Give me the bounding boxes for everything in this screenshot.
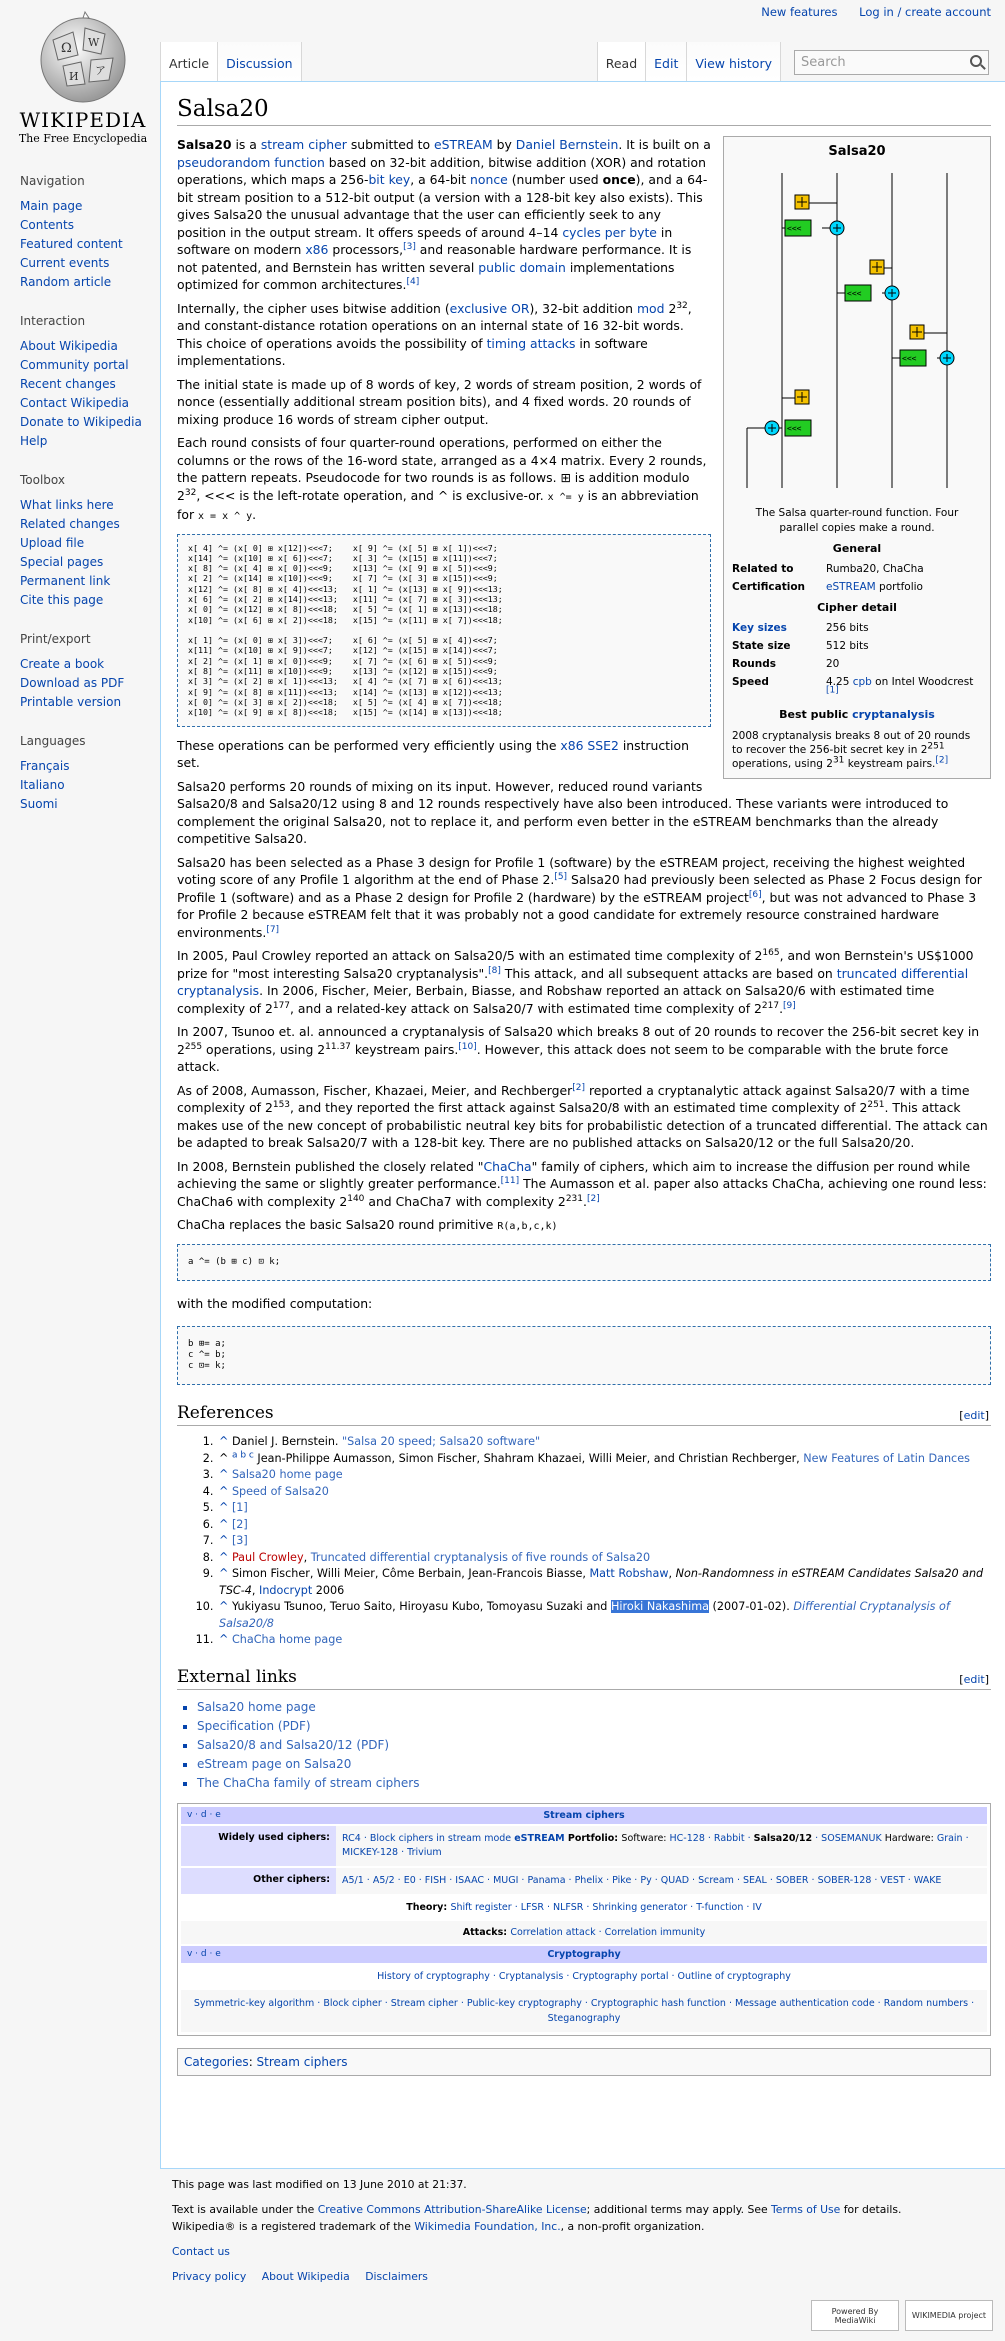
edit-section-link[interactable]: edit: [963, 1409, 985, 1423]
diagram-caption: The Salsa quarter-round function. Four parallel copies make a round.: [755, 507, 959, 534]
ext-link[interactable]: Salsa20/8 and Salsa20/12 (PDF): [197, 1737, 390, 1752]
portal-interaction: [20, 314, 160, 451]
sidebar-item-permanent[interactable]: Permanent link: [20, 574, 111, 588]
svg-text:ア: ア: [95, 64, 106, 77]
list-item: 1. ^ Daniel J. Bernstein. "Salsa 20 speed; Salsa20 software": [217, 1434, 991, 1451]
link-sse2[interactable]: x86 SSE2: [560, 737, 619, 753]
list-item: [217, 1484, 991, 1501]
link-xor[interactable]: exclusive OR: [449, 300, 530, 316]
estream-link[interactable]: eSTREAM: [826, 581, 876, 593]
privacy-link[interactable]: Privacy policy: [172, 2270, 247, 2283]
list-item: 8. ^ Paul Crowley, Truncated differential cryptanalysis of five rounds of Salsa20: [217, 1550, 991, 1567]
ref-link[interactable]: [2]: [935, 755, 949, 766]
infobox-heading-detail: Cipher detail: [817, 601, 897, 614]
nav-links[interactable]: · SOSEMANUK: [812, 1832, 882, 1844]
lang-fr[interactable]: Français: [20, 759, 70, 773]
value-related: Rumba20, ChaCha: [826, 563, 924, 575]
search-placeholder: Search: [801, 55, 846, 70]
group-label: Attacks:: [462, 1926, 508, 1938]
footer-badges: [805, 2300, 993, 2331]
ref-ext-link[interactable]: Truncated differential cryptanalysis of five rounds of Salsa20: [310, 1550, 651, 1564]
sidebar-item-create-book[interactable]: Create a book: [20, 657, 105, 671]
sidebar-item-help[interactable]: Help: [20, 434, 48, 448]
ref-ext-link[interactable]: "Salsa 20 speed; Salsa20 software": [342, 1435, 541, 1449]
categories-link[interactable]: Categories: [184, 2054, 249, 2069]
cert-suffix: portfolio: [875, 581, 923, 593]
lang-fi[interactable]: Suomi: [20, 797, 58, 811]
sidebar-item-upload[interactable]: Upload file: [20, 536, 85, 550]
mediawiki-badge[interactable]: Powered By MediaWiki: [811, 2300, 899, 2331]
link-stream-cipher[interactable]: stream cipher: [260, 137, 347, 152]
paragraph-internals: Internally, the cipher uses bitwise addition (exclusive OR), 32-bit addition mod $2^{32}$, and constant-distance rotation operations on an internal state of 16 32-bit words. This choice of operations avoids the possibility of timing attacks in software implementations.: [177, 300, 692, 368]
about-link[interactable]: About Wikipedia: [261, 2270, 350, 2283]
rot-label: <<<: [902, 354, 917, 363]
paragraph-rounds: Each round consists of four quarter-round operations, performed on either the columns or the rows of the 16-word state, arranged as a 4×4 matrix. Every 2 rounds, the pattern repeats. Pseudocode for two rounds is as follows. ⊞ is addition modulo $2^{32}$, <<< is the left-rotate operation, and ^ is exclusive-or. x ^= y is an abbreviation for x = x ^ y.: [177, 435, 707, 522]
tab-edit[interactable]: Edit: [646, 42, 687, 81]
ext-link[interactable]: Specification (PDF): [197, 1718, 311, 1733]
ref-link[interactable]: [6]: [748, 889, 762, 900]
quarter-round-diagram[interactable]: [742, 168, 972, 498]
code-chacha-primitive: b ⊞= a; c ^= b; c ⊡= k;: [177, 1326, 991, 1385]
terms-link[interactable]: Terms of Use: [771, 2203, 841, 2216]
link-prf[interactable]: pseudorandom function: [177, 154, 325, 170]
article-content: [160, 81, 1005, 2169]
nav-links[interactable]: A5/1 · A5/2 · E0 · FISH · ISAAC · MUGI · Panama · Phelix · Pike · Py · QUAD · Scream · SEAL · SOBER · SOBER-128 · VEST · WAKE: [342, 1874, 942, 1886]
ext-link[interactable]: eStream page on Salsa20: [197, 1756, 352, 1771]
list-item: 9. ^ Simon Fischer, Willi Meier, Côme Berbain, Jean-Francois Biasse, Matt Robshaw, Non-Randomness in eSTREAM Candidates Salsa20 and TSC-4, Indocrypt 2006: [217, 1566, 991, 1599]
backlink[interactable]: ^: [219, 1600, 232, 1614]
ref-link[interactable]: [10]: [458, 1041, 477, 1052]
ref-link[interactable]: [4]: [406, 276, 420, 287]
nav-links[interactable]: Symmetric-key algorithm · Block cipher · Stream cipher · Public-key cryptography · Cryptographic hash function · Message authentication code · Random numbers · Steganography: [193, 1997, 975, 2024]
paragraph-intro: Salsa20 is a stream cipher submitted to eSTREAM by Daniel Bernstein. It is built on a pseudorandom function based on 32-bit addition, bitwise addition (XOR) and rotation operations, which maps a 256-bit key, a 64-bit nonce (number used once), and a 64-bit stream position to a 512-bit output (a version with a 128-bit key also exists). This gives Salsa20 the unusual advantage that the user can efficiently seek to any position in the output stream. It offers speeds of around 4–14 cycles per byte in software on modern x86 processors,[3] and reasonable hardware performance. It is not patented, and Bernstein has written several public domain implementations optimized for common architectures.[4]: [177, 137, 711, 292]
sidebar-item-main-page[interactable]: Main page: [20, 199, 83, 213]
portal-title: Print/export: [20, 632, 91, 646]
tab-history[interactable]: View history: [687, 42, 781, 81]
infobox: [723, 136, 991, 779]
navbox-vde[interactable]: v · d · e: [187, 1948, 221, 1959]
sidebar-item-special[interactable]: Special pages: [20, 555, 104, 569]
ref-link[interactable]: [1]: [826, 685, 839, 696]
globe-icon: [33, 10, 133, 106]
nav-estream[interactable]: eSTREAM: [514, 1832, 565, 1844]
speed-cpu: on Intel Woodcrest: [871, 676, 974, 688]
ref-ext-link[interactable]: ChaCha home page: [231, 1633, 343, 1647]
rot-label: <<<: [787, 424, 802, 433]
login-link[interactable]: Log in / create account: [859, 5, 991, 19]
license-link[interactable]: Creative Commons Attribution-ShareAlike License: [317, 2203, 587, 2216]
ref-ext-link[interactable]: [3]: [231, 1534, 248, 1548]
nav-links[interactable]: History of cryptography · Cryptanalysis · Cryptography portal · Outline of cryptography: [377, 1970, 791, 1982]
link-chacha[interactable]: ChaCha: [483, 1158, 532, 1174]
list-item: [217, 1500, 991, 1517]
ref-link[interactable]: [11]: [500, 1175, 520, 1186]
sidebar-item-random[interactable]: Random article: [20, 275, 112, 289]
search-input[interactable]: [794, 50, 989, 75]
sidebar-item-recent-changes[interactable]: Recent changes: [20, 377, 116, 391]
backlink[interactable]: ^: [219, 1567, 232, 1581]
value-state: 512 bits: [826, 640, 869, 652]
external-links-list: [197, 1698, 991, 1793]
link-robshaw[interactable]: Matt Robshaw: [589, 1567, 669, 1581]
page-title: Salsa20: [177, 96, 991, 126]
code-salsa-primitive: a ^= (b ⊞ c) ⊡ k;: [177, 1244, 991, 1281]
link-cpb[interactable]: cycles per byte: [562, 224, 657, 240]
nav-links[interactable]: Correlation attack · Correlation immunity: [510, 1926, 706, 1938]
infobox-caption: Salsa20: [828, 144, 886, 159]
paragraph-aumasson: As of 2008, Aumasson, Fischer, Khazaei, Meier, and Rechberger[2] reported a cryptanalytic attack against Salsa20/7 with a time complexity of $2^{153}$, and they reported the first attack against Salsa20/8 with an estimated time complexity of $2^{251}$. This attack makes use of the new concept of probabilistic neutral key bits for probabilistic detection of a truncated differential. The attack can be adapted to break Salsa20/7 with a 128-bit key. There are no published attacks on Salsa20/12 or the full Salsa20/20.: [177, 1082, 988, 1151]
sidebar-item-related-changes[interactable]: Related changes: [20, 517, 120, 531]
link-key[interactable]: key: [388, 172, 411, 187]
references-list: [217, 1434, 991, 1649]
list-item: [217, 1517, 991, 1534]
tab-article[interactable]: Article: [160, 42, 218, 81]
navbox-vde[interactable]: v · d · e: [187, 1809, 221, 1820]
view-tabs: [597, 42, 781, 81]
backlink[interactable]: ^: [219, 1435, 232, 1449]
sidebar-item-printable[interactable]: Printable version: [20, 695, 122, 709]
footer: [172, 2176, 992, 2285]
rot-label: <<<: [787, 224, 802, 233]
contact-link[interactable]: Contact us: [172, 2245, 230, 2258]
edit-section-link[interactable]: edit: [963, 1672, 985, 1686]
paragraph-tsunoo: In 2007, Tsunoo et. al. announced a cryptanalysis of Salsa20 which breaks 8 out of 20 rounds to recover the 256-bit secret key in $2^{255}$ operations, using $2^{11.37}$ keystream pairs.[10]. However, this attack does not seem to be comparable with the brute force attack.: [177, 1024, 980, 1075]
link-mod[interactable]: mod: [636, 300, 665, 316]
backlink[interactable]: a b c: [231, 1449, 254, 1460]
sidebar-item-featured[interactable]: Featured content: [20, 237, 123, 251]
ref-ext-link[interactable]: Differential Cryptanalysis of Salsa20/8: [219, 1600, 950, 1630]
ext-link[interactable]: The ChaCha family of stream ciphers: [197, 1775, 420, 1790]
paragraph-state: The initial state is made up of 8 words of key, 2 words of stream position, 2 words of nonce (essentially additional stream position bits), and 4 fixed words. 20 rounds of mixing produce 16 words of stream cipher output.: [177, 376, 702, 427]
search-icon[interactable]: [970, 55, 982, 67]
link-bernstein[interactable]: Daniel Bernstein: [515, 137, 619, 152]
link-indocrypt[interactable]: Indocrypt: [259, 1583, 313, 1597]
paragraph-modified: with the modified computation:: [177, 1295, 373, 1311]
portal-title: Toolbox: [20, 473, 65, 487]
trademark-text: Wikipedia® is a registered trademark of the Wikimedia Foundation, Inc., a non-profit organization.: [172, 2220, 705, 2233]
cpb-link[interactable]: cpb: [852, 676, 872, 688]
list-item: [217, 1632, 991, 1649]
tagline: The Free Encyclopedia: [18, 132, 148, 145]
sidebar-item-donate[interactable]: Donate to Wikipedia: [20, 415, 142, 429]
license-text: Text is available under the Creative Commons Attribution-ShareAlike License; additional terms may apply. See Terms of Use for details.: [172, 2203, 902, 2216]
group-label: Theory:: [406, 1901, 448, 1913]
sidebar: [0, 160, 160, 814]
portal-languages: [20, 734, 160, 814]
list-item: [217, 1533, 991, 1550]
list-item: 10. ^ Yukiyasu Tsunoo, Teruo Saito, Hiroyasu Kubo, Tomoyasu Suzaki and Hiroki Nakashima (2007-01-02). Differential Cryptanalysis of Salsa20/8: [217, 1599, 991, 1632]
navbox-title[interactable]: Stream ciphers: [543, 1809, 625, 1821]
sidebar-item-contents[interactable]: Contents: [20, 218, 74, 232]
ref-link[interactable]: [2]: [572, 1082, 586, 1093]
section-external-links: External links [edit]: [177, 1667, 991, 1690]
label-related: Related to: [732, 563, 794, 575]
paragraph-chacha: In 2008, Bernstein published the closely related "ChaCha" family of ciphers, which aim to increase the diffusion per round while achieving the same or slightly greater performance.[11] The Aumasson et al. paper also attacks ChaCha, achieving one round less: ChaCha6 with complexity $2^{140}$ and ChaCha7 with complexity $2^{231}.[2]$: [177, 1158, 987, 1209]
portal-navigation: [20, 174, 160, 292]
ref-link[interactable]: [3]: [403, 241, 416, 252]
group-label: Other ciphers:: [181, 1868, 336, 1894]
backlink[interactable]: ^: [219, 1468, 232, 1482]
paragraph-primitive: ChaCha replaces the basic Salsa20 round primitive R(a,b,c,k): [177, 1217, 558, 1233]
backlink[interactable]: ^: [219, 1517, 232, 1531]
link-truncated-diff[interactable]: truncated differential cryptanalysis: [177, 965, 969, 999]
sidebar-item-contact[interactable]: Contact Wikipedia: [20, 396, 130, 410]
nav-links[interactable]: Grain · MICKEY-128 · Trivium: [342, 1832, 969, 1858]
backlink[interactable]: ^: [219, 1501, 232, 1515]
paragraph-estream: Salsa20 has been selected as a Phase 3 design for Profile 1 (software) by the eSTREAM project, receiving the highest weighted voting score of any Profile 1 algorithm at the end of Phase 2.[5] Salsa20 had previously been selected as Phase 2 Focus design for Profile 1 (software) and as a Phase 2 design for Profile 2 (hardware) by the eSTREAM project[6], but was not advanced to Phase 3 for Profile 2 because eSTREAM felt that it was probably not a good candidate for extremely resource constrained hardware environments.[7]: [177, 854, 982, 940]
ext-link[interactable]: Salsa20 home page: [197, 1699, 316, 1714]
paragraph-variants: Salsa20 performs 20 rounds of mixing on its input. However, reduced round variants Salsa20/8 and Salsa20/12 using 8 and 12 rounds respectively have also been introduced. These variants were introduced to complement the original Salsa20, not to replace it, and perform even better in the eSTREAM benchmarks than the already competitive Salsa20.: [177, 778, 949, 847]
navbox-title[interactable]: Cryptography: [547, 1948, 621, 1960]
red-link[interactable]: Paul Crowley: [231, 1550, 304, 1564]
backlink[interactable]: ^: [219, 1550, 232, 1564]
link-timing[interactable]: timing attacks: [486, 335, 576, 351]
list-item: 2. ^ $^{a b c}$ Jean-Philippe Aumasson, Simon Fischer, Shahram Khazaei, Willi Meier, and Christian Rechberger, New Features of Latin Dances: [217, 1451, 991, 1468]
ref-link[interactable]: [7]: [266, 924, 280, 935]
link-public-domain[interactable]: public domain: [478, 259, 566, 275]
svg-text:Ω: Ω: [61, 41, 72, 56]
best-heading: Best public: [779, 708, 853, 721]
value-rounds: 20: [826, 658, 840, 670]
sidebar-item-what-links[interactable]: What links here: [20, 498, 114, 512]
speed-value: 4.25: [826, 676, 853, 688]
tab-read[interactable]: Read: [597, 42, 646, 81]
ref-ext-link[interactable]: [1]: [231, 1501, 248, 1515]
portal-toolbox: [20, 473, 160, 610]
portal-print: [20, 632, 160, 712]
ref-link[interactable]: [5]: [554, 871, 568, 882]
section-references: References [edit]: [177, 1403, 991, 1426]
ref-ext-link[interactable]: [2]: [231, 1517, 248, 1531]
svg-text:W: W: [88, 36, 100, 49]
wikimedia-badge[interactable]: WIKIMEDIA project: [905, 2300, 993, 2331]
paragraph-crowley: In 2005, Paul Crowley reported an attack on Salsa20/5 with an estimated time complexity of $2^{165}$, and won Bernstein's US$1000 prize for "most interesting Salsa20 cryptanalysis".[8] This attack, and all subsequent attacks are based on truncated differential cryptanalysis. In 2006, Fischer, Meier, Berbain, Biasse, and Robshaw reported an attack on Salsa20/6 with estimated time complexity of $2^{177}$, and a related-key attack on Salsa20/7 with estimated time complexity of $2^{217}.[9]$: [177, 947, 974, 1016]
sidebar-item-current-events[interactable]: Current events: [20, 256, 110, 270]
link-estream[interactable]: eSTREAM: [434, 137, 493, 152]
wikipedia-logo[interactable]: [8, 10, 158, 145]
backlink[interactable]: ^: [219, 1534, 232, 1548]
ref-link[interactable]: [2]: [586, 1193, 600, 1204]
nav-links[interactable]: Shift register · LFSR · NLFSR · Shrinking generator · T-function · IV: [450, 1901, 762, 1913]
value-key-sizes: 256 bits: [826, 622, 869, 634]
ref-link[interactable]: [8]: [488, 965, 501, 976]
label-cert: Certification: [732, 581, 806, 593]
label-state: State size: [732, 640, 791, 652]
key-sizes-link[interactable]: Key sizes: [732, 622, 787, 634]
namespace-tabs: [160, 42, 302, 81]
nav-links[interactable]: RC4 · Block ciphers in stream mode: [342, 1832, 512, 1844]
tab-discussion[interactable]: Discussion: [218, 42, 301, 81]
category-link[interactable]: Stream ciphers: [256, 2054, 348, 2069]
infobox-heading-general: General: [832, 542, 882, 555]
ref-ext-link[interactable]: Salsa20 home page: [231, 1468, 343, 1482]
link-nonce[interactable]: nonce: [470, 172, 508, 187]
last-modified: This page was last modified on 13 June 2010 at 21:37.: [172, 2178, 467, 2191]
backlink[interactable]: ^: [219, 1484, 232, 1498]
wordmark: WIKIPEDIA: [19, 108, 147, 132]
portal-title: Interaction: [20, 314, 86, 328]
backlink[interactable]: ^: [219, 1633, 232, 1647]
portal-title: Languages: [20, 734, 86, 748]
sidebar-item-community[interactable]: Community portal: [20, 358, 129, 372]
sidebar-item-pdf[interactable]: Download as PDF: [20, 676, 125, 690]
label-rounds: Rounds: [732, 658, 777, 670]
disclaimers-link[interactable]: Disclaimers: [365, 2270, 428, 2283]
group-label: Widely used ciphers:: [181, 1826, 336, 1866]
nav-links[interactable]: HC-128 · Rabbit ·: [669, 1832, 754, 1844]
ref-link[interactable]: [9]: [783, 1000, 796, 1011]
sidebar-item-cite[interactable]: Cite this page: [20, 593, 104, 607]
navbox-stream-ciphers: v · d · e Stream ciphers Widely used ciphers: RC4 · Block ciphers in stream mode eSTREAM Portfolio: Software: HC-128 · Rabbit · Salsa20/12 · SOSEMANUK Hardware: Grain · MICKEY-128 · Trivium Other ciphers: A5/1 · A5/2 · E0 · FISH · ISAAC · MUGI · Panama · Phelix · Pike · Py · QUAD · Scream · SEAL · SOBER · SOBER-128 · VEST · WAKE Theory: Shift register · LFSR · NLFSR · Shrinking generator · T-function · IV Attacks: Correlation attack · Correlation immunity v · d · e Cryptography History of cryptography · Cryptanalysis · Cryptography portal · Outline of cryptography Symmetric-key algorithm · Block cipher · Stream cipher · Public-key cryptography · Cryptographic hash function · Message authentication code · Random numbers · Steganography: [177, 1803, 991, 2036]
portal-title: Navigation: [20, 174, 85, 188]
new-features-link[interactable]: New features: [761, 5, 838, 19]
svg-text:И: И: [69, 70, 79, 83]
link-bit[interactable]: bit: [368, 172, 385, 187]
list-item: [217, 1467, 991, 1484]
selected-text[interactable]: Hiroki Nakashima: [610, 1600, 709, 1614]
lang-it[interactable]: Italiano: [20, 778, 65, 792]
categories-box: Categories: Stream ciphers: [177, 2048, 991, 2076]
wmf-link[interactable]: Wikimedia Foundation, Inc.: [414, 2220, 561, 2233]
link-x86[interactable]: x86: [305, 242, 329, 257]
best-attack-note: 2008 cryptanalysis breaks 8 out of 20 rounds to recover the 256-bit secret key in $2^{251}$ operations, using $2^{31}$ keystream pairs.[2]: [732, 730, 971, 770]
label-speed: Speed: [732, 676, 769, 688]
personal-tools: [743, 5, 991, 19]
cryptanalysis-link[interactable]: cryptanalysis: [852, 708, 935, 721]
sidebar-item-about[interactable]: About Wikipedia: [20, 339, 118, 353]
ref-ext-link[interactable]: New Features of Latin Dances: [803, 1451, 970, 1465]
pseudocode-block: x[ 4] ^= (x[ 0] ⊞ x[12])<<<7; x[ 9] ^= (x[ 5] ⊞ x[ 1])<<<7; x[14] ^= (x[10] ⊞ x[ 6])<<<7; x[ 3] ^= (x[15] ⊞ x[11])<<<7; x[ 8] ^= (x[ 4] ⊞ x[ 0])<<<9; x[13] ^= (x[ 9] ⊞ x[ 5])<<<9; x[ 2] ^= (x[14] ⊞ x[10])<<<9; x[ 7] ^= (x[ 3] ⊞ x[15])<<<9; x[12] ^= (x[ 8] ⊞ x[ 4])<<<13; x[ 1] ^= (x[13] ⊞ x[ 9])<<<13; x[ 6] ^= (x[ 2] ⊞ x[14])<<<13; x[11] ^= (x[ 7] ⊞ x[ 3])<<<13; x[ 0] ^= (x[12] ⊞ x[ 8])<<<18; x[ 5] ^= (x[ 1] ⊞ x[13])<<<18; x[10] ^= (x[ 6] ⊞ x[ 2])<<<18; x[15] ^= (x[11] ⊞ x[ 7])<<<18; x[ 1] ^= (x[ 0] ⊞ x[ 3])<<<7; x[ 6] ^= (x[ 5] ⊞ x[ 4])<<<7; x[11] ^= (x[10] ⊞ x[ 9])<<<7; x[12] ^= (x[15] ⊞ x[14])<<<7; x[ 2] ^= (x[ 1] ⊞ x[ 0])<<<9; x[ 7] ^= (x[ 6] ⊞ x[ 5])<<<9; x[ 8] ^= (x[11] ⊞ x[10])<<<9; x[13] ^= (x[12] ⊞ x[15])<<<9; x[ 3] ^= (x[ 2] ⊞ x[ 1])<<<13; x[ 4] ^= (x[ 7] ⊞ x[ 6])<<<13; x[ 9] ^= (x[ 8] ⊞ x[11])<<<13; x[14] ^= (x[13] ⊞ x[12])<<<13; x[ 0] ^= (x[ 3] ⊞ x[ 2])<<<18; x[ 5] ^= (x[ 4] ⊞ x[ 7])<<<18; x[10] ^= (x[ 9] ⊞ x[ 8])<<<18; x[15] ^= (x[14] ⊞ x[13])<<<18;: [177, 534, 711, 727]
ref-ext-link[interactable]: Speed of Salsa20: [231, 1484, 329, 1498]
rot-label: <<<: [847, 289, 862, 298]
paragraph-sse2: These operations can be performed very efficiently using the x86 SSE2 instruction set.: [177, 737, 689, 771]
